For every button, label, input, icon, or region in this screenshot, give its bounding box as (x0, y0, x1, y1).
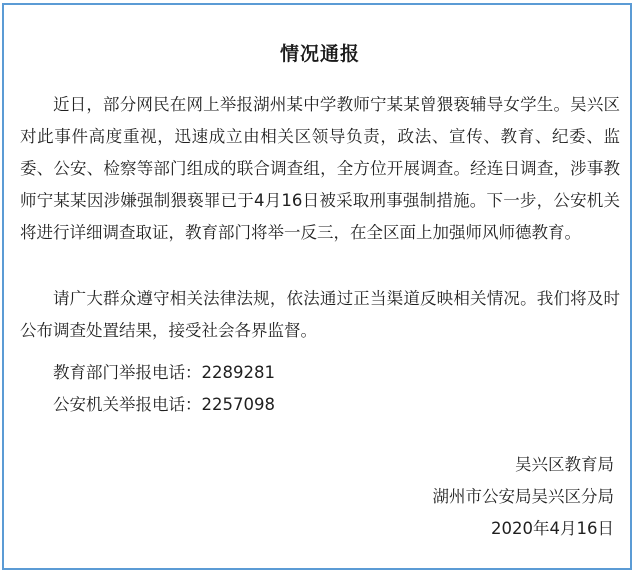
notice-paragraph-1: 近日，部分网民在网上举报湖州某中学教师宁某某曾猥亵辅导女学生。吴兴区对此事件高度重视，迅速成立由相关区领导负责，政法、宣传、教育、纪委、监委、公安、检察等部门组成的联合调查组，全方位开展调查。经连日调查，涉事教师宁某某因涉嫌强制猥亵罪已于4月16日被采取刑事强制措施。下一步，公安机关将进行详细调查取证，教育部门将举一反三，在全区面上加强师风师德教育。 (20, 95, 620, 242)
notice-paragraph-2: 请广大群众遵守相关法律法规，依法通过正当渠道反映相关情况。我们将及时公布调查处置结果，接受社会各界监督。 (20, 289, 620, 340)
hotline-number: 2257098 (201, 395, 275, 414)
notice-title: 情况通报 (279, 43, 360, 65)
signature-education-bureau: 吴兴区教育局 (515, 455, 614, 474)
hotline-number: 2289281 (201, 363, 275, 382)
education-hotline (53, 357, 275, 389)
hotline-label: 教育部门举报电话： (53, 363, 202, 382)
police-hotline (53, 389, 275, 421)
signature-police-branch: 湖州市公安局吴兴区分局 (432, 487, 614, 506)
hotline-label: 公安机关举报电话： (53, 395, 202, 414)
signature-date: 2020年4月16日 (491, 519, 614, 538)
